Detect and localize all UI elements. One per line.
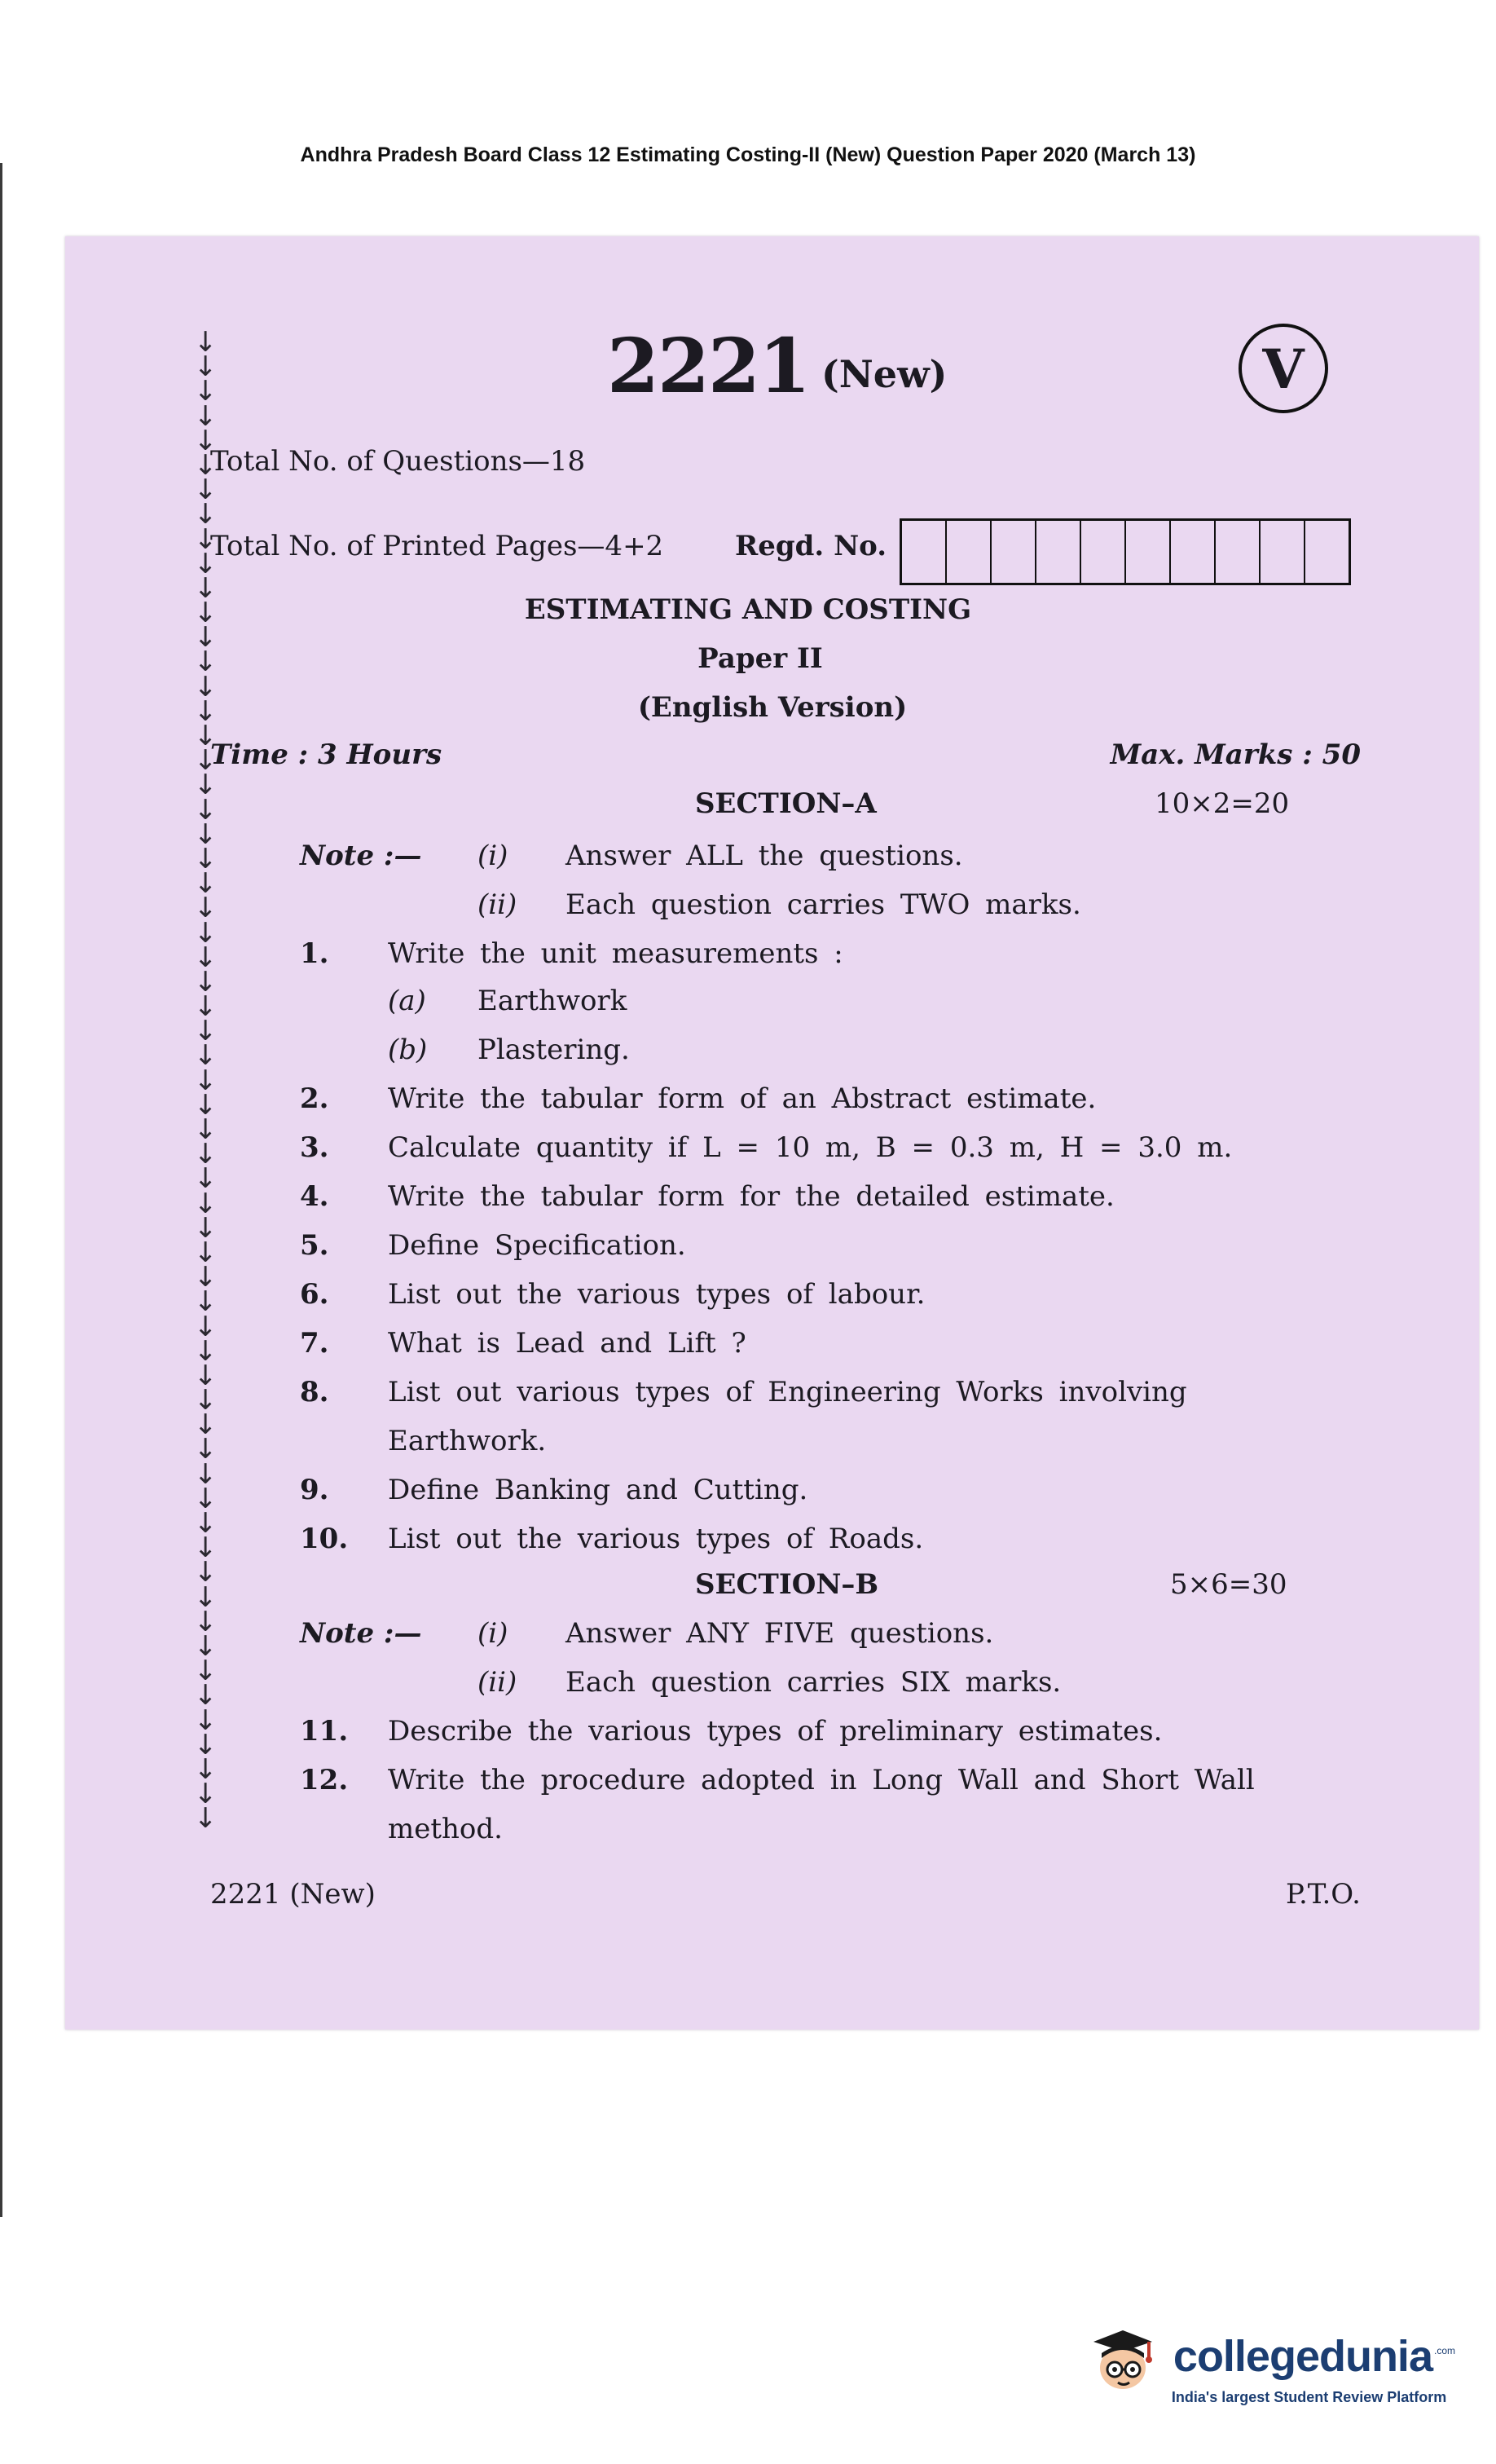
margin-arrow-glyph: ↓ bbox=[194, 621, 218, 655]
question-number: 11. bbox=[300, 1715, 349, 1748]
margin-arrow-glyph: ↓ bbox=[194, 375, 218, 408]
margin-arrow-glyph: ↓ bbox=[194, 1261, 218, 1294]
regd-box-cell bbox=[902, 521, 947, 583]
margin-arrow-glyph: ↓ bbox=[194, 1064, 218, 1097]
regd-box-cell bbox=[992, 521, 1036, 583]
question-number: 6. bbox=[300, 1278, 329, 1311]
paper-code: 2221 bbox=[607, 322, 810, 410]
question-text-continued: Earthwork. bbox=[388, 1425, 547, 1457]
regd-box-cell bbox=[947, 521, 992, 583]
question-number: 12. bbox=[300, 1764, 349, 1796]
margin-arrow-glyph: ↓ bbox=[194, 1532, 218, 1565]
footer-pto: P.T.O. bbox=[1286, 1878, 1361, 1911]
margin-arrow-glyph: ↓ bbox=[194, 571, 218, 605]
question-text: Describe the various types of preliminary estimates. bbox=[388, 1715, 1163, 1748]
margin-arrow-glyph: ↓ bbox=[194, 744, 218, 778]
section-a-note-label: Note :— bbox=[300, 840, 422, 872]
total-pages: Total No. of Printed Pages—4+2 bbox=[210, 530, 664, 562]
margin-arrow-glyph: ↓ bbox=[194, 1433, 218, 1466]
note-num: (ii) bbox=[477, 888, 517, 921]
question-text: List out various types of Engineering Works involving bbox=[388, 1376, 1187, 1408]
regd-box-cell bbox=[1305, 521, 1349, 583]
margin-arrow-glyph: ↓ bbox=[194, 1728, 218, 1761]
regd-box-cell bbox=[1261, 521, 1305, 583]
brand-name: collegedunia bbox=[1173, 2332, 1432, 2381]
note-num: (i) bbox=[477, 1617, 508, 1650]
margin-arrow-glyph: ↓ bbox=[194, 941, 218, 974]
margin-arrow-glyph: ↓ bbox=[194, 842, 218, 875]
margin-arrow-glyph: ↓ bbox=[194, 818, 218, 851]
page-edge-line bbox=[0, 163, 2, 2217]
sub-part-number: (b) bbox=[388, 1034, 428, 1066]
margin-arrow-glyph: ↓ bbox=[194, 1088, 218, 1122]
margin-arrow-glyph: ↓ bbox=[194, 1384, 218, 1417]
margin-arrow-glyph: ↓ bbox=[194, 1113, 218, 1146]
question-number: 8. bbox=[300, 1376, 329, 1408]
margin-arrow-glyph: ↓ bbox=[194, 1162, 218, 1196]
regd-box-cell bbox=[1126, 521, 1171, 583]
regd-box-cell bbox=[1171, 521, 1216, 583]
student-mascot-icon bbox=[1084, 2317, 1162, 2396]
note-text: Answer ANY FIVE questions. bbox=[565, 1617, 994, 1650]
margin-arrow-glyph: ↓ bbox=[194, 916, 218, 950]
question-text: List out the various types of Roads. bbox=[388, 1523, 924, 1555]
margin-arrow-glyph: ↓ bbox=[194, 1679, 218, 1712]
margin-arrow-glyph: ↓ bbox=[194, 1629, 218, 1663]
margin-arrow-glyph: ↓ bbox=[194, 1655, 218, 1688]
margin-arrow-glyph: ↓ bbox=[194, 547, 218, 580]
margin-arrow-glyph: ↓ bbox=[194, 1236, 218, 1269]
margin-arrow-glyph: ↓ bbox=[194, 1187, 218, 1220]
margin-arrow-glyph: ↓ bbox=[194, 1334, 218, 1368]
sub-part-text: Plastering. bbox=[477, 1034, 630, 1066]
regd-box-cell bbox=[1081, 521, 1126, 583]
margin-arrow-glyph: ↓ bbox=[194, 448, 218, 482]
question-text: Write the procedure adopted in Long Wall and Short Wall bbox=[388, 1764, 1255, 1796]
total-questions: Total No. of Questions—18 bbox=[210, 445, 586, 478]
margin-arrow-glyph: ↓ bbox=[194, 867, 218, 901]
regd-number-boxes bbox=[900, 518, 1351, 585]
question-text: Define Banking and Cutting. bbox=[388, 1474, 808, 1506]
subject-title: ESTIMATING AND COSTING bbox=[524, 593, 972, 626]
regd-label: Regd. No. bbox=[735, 530, 887, 562]
document-title: Andhra Pradesh Board Class 12 Estimating Costing-II (New) Question Paper 2020 (March 13) bbox=[300, 143, 1196, 166]
margin-arrow-glyph: ↓ bbox=[194, 646, 218, 679]
brand-tagline: India's largest Student Review Platform bbox=[1171, 2389, 1447, 2405]
margin-arrow-glyph: ↓ bbox=[194, 1310, 218, 1343]
margin-arrow-glyph: ↓ bbox=[194, 670, 218, 703]
section-b-note-label: Note :— bbox=[300, 1617, 422, 1650]
footer-paper-code: 2221 (New) bbox=[210, 1878, 376, 1911]
margin-arrow-glyph: ↓ bbox=[194, 1704, 218, 1737]
margin-arrow-glyph: ↓ bbox=[194, 990, 218, 1024]
paper-code-tag: (New) bbox=[821, 352, 948, 396]
note-num: (ii) bbox=[477, 1666, 517, 1699]
note-text: Answer ALL the questions. bbox=[565, 840, 963, 872]
note-num: (i) bbox=[477, 840, 508, 872]
section-a-marks: 10×2=20 bbox=[1155, 787, 1290, 820]
question-text: Write the unit measurements : bbox=[388, 937, 843, 970]
collegedunia-watermark bbox=[1084, 2317, 1455, 2406]
brand-suffix: .com bbox=[1433, 2345, 1455, 2356]
section-a-title: SECTION–A bbox=[695, 787, 877, 820]
margin-arrow-glyph: ↓ bbox=[194, 694, 218, 728]
max-marks: Max. Marks : 50 bbox=[1110, 738, 1361, 771]
margin-arrow-glyph: ↓ bbox=[194, 1138, 218, 1171]
margin-arrow-glyph: ↓ bbox=[194, 350, 218, 384]
question-text: Write the tabular form for the detailed estimate. bbox=[388, 1180, 1115, 1213]
margin-arrow-glyph: ↓ bbox=[194, 1457, 218, 1491]
margin-arrow-glyph: ↓ bbox=[194, 1359, 218, 1392]
section-b-marks: 5×6=30 bbox=[1170, 1568, 1287, 1601]
margin-arrow-glyph: ↓ bbox=[194, 498, 218, 531]
regd-box-cell bbox=[1216, 521, 1261, 583]
margin-arrow-glyph: ↓ bbox=[194, 399, 218, 433]
margin-arrow-glyph: ↓ bbox=[194, 769, 218, 802]
margin-arrow-glyph: ↓ bbox=[194, 1556, 218, 1589]
sub-part-number: (a) bbox=[388, 985, 426, 1017]
margin-arrow-glyph: ↓ bbox=[194, 1408, 218, 1442]
question-number: 5. bbox=[300, 1229, 329, 1262]
margin-arrow-glyph: ↓ bbox=[194, 793, 218, 826]
sub-part-text: Earthwork bbox=[477, 985, 627, 1017]
version-badge: V bbox=[1239, 324, 1328, 413]
margin-arrow-glyph: ↓ bbox=[194, 1752, 218, 1786]
margin-arrow-glyph: ↓ bbox=[194, 965, 218, 998]
margin-arrow-glyph: ↓ bbox=[194, 326, 218, 359]
section-b-title: SECTION–B bbox=[695, 1568, 879, 1601]
margin-arrow-glyph: ↓ bbox=[194, 720, 218, 752]
margin-arrow-glyph: ↓ bbox=[194, 1778, 218, 1811]
question-number: 7. bbox=[300, 1327, 329, 1360]
margin-arrow-glyph: ↓ bbox=[194, 474, 218, 507]
question-number: 2. bbox=[300, 1082, 329, 1115]
question-text: What is Lead and Lift ? bbox=[388, 1327, 746, 1360]
question-text-continued: method. bbox=[388, 1813, 503, 1845]
margin-arrow-glyph: ↓ bbox=[194, 1605, 218, 1638]
question-number: 1. bbox=[300, 937, 329, 970]
note-text: Each question carries SIX marks. bbox=[565, 1666, 1062, 1699]
margin-arrow-glyph: ↓ bbox=[194, 1039, 218, 1073]
paper-number: Paper II bbox=[697, 642, 823, 675]
time-allowed: Time : 3 Hours bbox=[210, 738, 442, 771]
margin-arrow-glyph: ↓ bbox=[194, 1580, 218, 1614]
question-number: 4. bbox=[300, 1180, 329, 1213]
question-text: List out the various types of labour. bbox=[388, 1278, 926, 1311]
margin-arrow-glyph: ↓ bbox=[194, 1015, 218, 1048]
question-number: 3. bbox=[300, 1131, 329, 1164]
regd-box-cell bbox=[1036, 521, 1081, 583]
paper-language: (English Version) bbox=[637, 691, 908, 724]
margin-arrow-glyph: ↓ bbox=[194, 597, 218, 630]
question-text: Define Specification. bbox=[388, 1229, 686, 1262]
margin-arrow-glyph: ↓ bbox=[194, 1211, 218, 1245]
margin-arrow-glyph: ↓ bbox=[194, 892, 218, 925]
question-number: 10. bbox=[300, 1523, 349, 1555]
note-text: Each question carries TWO marks. bbox=[565, 888, 1081, 921]
margin-arrow-glyph: ↓ bbox=[194, 1507, 218, 1540]
margin-arrow-glyph: ↓ bbox=[194, 1482, 218, 1515]
margin-arrow-glyph: ↓ bbox=[194, 1802, 218, 1836]
question-number: 9. bbox=[300, 1474, 329, 1506]
question-text: Calculate quantity if L = 10 m, B = 0.3 m, H = 3.0 m. bbox=[388, 1131, 1233, 1164]
question-text: Write the tabular form of an Abstract estimate. bbox=[388, 1082, 1097, 1115]
margin-arrow-glyph: ↓ bbox=[194, 424, 218, 457]
margin-arrow-glyph: ↓ bbox=[194, 1285, 218, 1319]
margin-arrow-glyph: ↓ bbox=[194, 522, 218, 556]
